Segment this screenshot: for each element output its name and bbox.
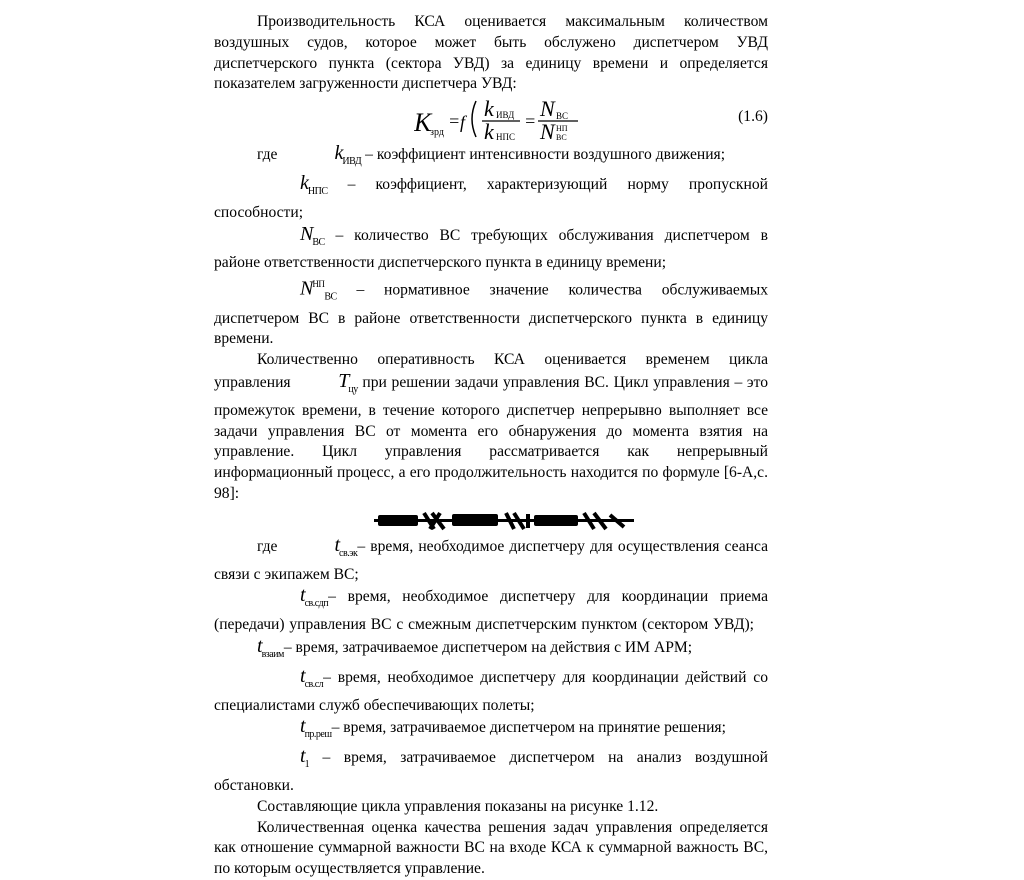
svg-text:ИВД: ИВД: [496, 110, 515, 121]
paragraph-figure-ref: Составляющие цикла управления показаны на рисунке 1.12.: [257, 797, 659, 815]
definition-n-norm: $N^{НП}_{ВС}$ – нормативное значение количества обслуживаемых диспетчером ВС в районе ответственности диспетчерского пункта в единицу времени.: [214, 274, 768, 350]
svg-text:k: k: [484, 119, 494, 142]
svg-text:f: f: [460, 112, 466, 133]
paragraph-control-cycle: Количественно оперативность КСА оценивается временем цикла управления $T_{цу}$ при решении задачи управления ВС. Цикл управления – это промежуток времени, в течение которого диспетчер непрерывно выполняет все задачи управления ВС от момента его обнаружения до момента взятия на управление. Цикл управления рассматривается как непрерывный информационный процесс, а его продолжительность находится по формуле [6-А,с. 98]:: [214, 351, 769, 502]
svg-text:=: =: [448, 111, 461, 132]
formula-control-cycle: [214, 505, 768, 535]
svg-text:K: K: [414, 108, 432, 138]
definition-t-sv-sdp: $t_{св.сдп}-$ время, необходимое диспетчеру для координации приема (передачи) управления ВС с смежным диспетчерским пунктом (сектором $УВД);t_{взаим}-$ время, затрачиваемое диспетчером на действия с ИМ АРМ;: [214, 585, 768, 665]
definition-k-nps: $k_{НПС}$ – коэффициент, характеризующий норму пропускной способности;: [214, 171, 768, 221]
symbol-t-sv-ek: $t_{св.эк}$: [334, 533, 358, 559]
svg-text:зрд: зрд: [430, 127, 444, 139]
paragraph-productivity: Производительность КСА оценивается максимальным количеством воздушных судов, которое может быть обслужено диспетчером УВД диспетчерского пункта (сектора УВД) за единицу времени и определяется показателем загруженности диспетчера УВД:: [214, 13, 768, 93]
svg-text:ВС: ВС: [556, 133, 567, 142]
definition-t1: $t_1$ – время, затрачиваемое диспетчером на анализ воздушной обстановки.: [214, 745, 768, 794]
symbol-t-sv-sl: $t_{св.сл}$: [300, 664, 324, 690]
where-label-2: где: [257, 537, 278, 555]
definition-k-ivd: где $k_{ИВД}$ – коэффициент интенсивности воздушного движения;: [214, 143, 768, 173]
definition-t-sv-sl: $t_{св.сл}-$ время, необходимое диспетчеру для координации действий со специалистами служб обеспечивающих полеты;: [214, 664, 768, 714]
svg-text:ВС: ВС: [556, 111, 569, 122]
definition-t-sv-ek: где $t_{св.эк}-$ время, необходимое диспетчеру для осуществления сеанса связи с экипажем ВС;: [214, 533, 768, 583]
definition-n-vs: $N_{ВС}$ – количество ВС требующих обслуживания диспетчером в районе ответственности диспетчерского пункта в единицу времени;: [214, 222, 768, 272]
symbol-n-norm: $N^{НП}_{ВС}$: [300, 277, 337, 303]
symbol-t-sv-sdp: $t_{св.сдп}$: [300, 584, 329, 610]
svg-text:N: N: [540, 97, 555, 122]
text-column: [214, 12, 768, 880]
symbol-t-vzaim: $t_{взаим}$: [257, 634, 284, 660]
formula-1-6-image: [414, 97, 614, 141]
formula-control-cycle-image: [374, 511, 634, 531]
definition-t-pr-resh: $t_{пр.реш}-$ время, затрачиваемое диспетчером на принятие решения;: [214, 716, 768, 746]
svg-text:НПС: НПС: [496, 132, 516, 142]
paragraph-quality: Количественная оценка качества решения задач управления определяется как отношение суммарной важности ВС на входе КСА к суммарной важность ВС, по которым осуществляется управление.: [214, 818, 768, 878]
symbol-k-ivd: $k_{ИВД}$: [334, 142, 362, 168]
symbol-t-pr-resh: $t_{пр.реш}$: [300, 715, 332, 741]
symbol-t1: $t_1$: [300, 745, 310, 771]
symbol-k-nps: $k_{НПС}$: [300, 171, 328, 197]
symbol-t-cu: $T_{цу}$: [338, 370, 358, 396]
svg-text:k: k: [484, 97, 494, 122]
equation-number: (1.6): [738, 108, 768, 126]
svg-text:=: =: [524, 111, 537, 132]
symbol-n-vs: $N_{ВС}$: [300, 222, 325, 248]
svg-text:НП: НП: [556, 124, 568, 134]
where-label: где: [257, 146, 278, 164]
formula-1-6: [214, 97, 768, 141]
svg-text:N: N: [540, 119, 555, 142]
